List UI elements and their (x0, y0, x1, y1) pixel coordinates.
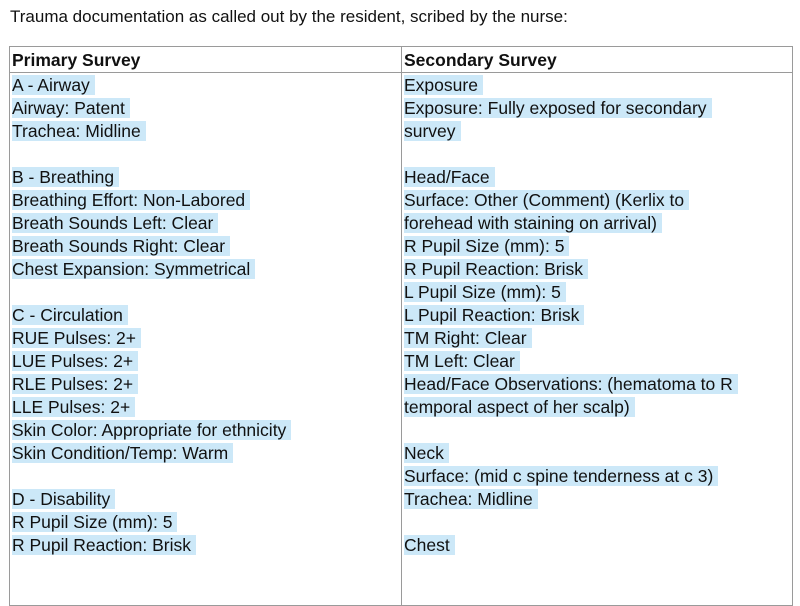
survey-line (12, 327, 401, 350)
survey-line-text: Chest Expansion: Symmetrical (12, 259, 255, 279)
survey-line (404, 74, 792, 97)
survey-line (404, 396, 792, 419)
survey-line (404, 511, 792, 534)
survey-line (12, 120, 401, 143)
survey-line (404, 189, 792, 212)
survey-line-text: TM Right: Clear (404, 328, 532, 348)
survey-line-text: LUE Pulses: 2+ (12, 351, 138, 371)
survey-line (12, 419, 401, 442)
primary-survey-column (10, 47, 402, 605)
survey-line-text: C - Circulation (12, 305, 128, 325)
survey-line-text: R Pupil Size (mm): 5 (404, 236, 569, 256)
secondary-survey-header: Secondary Survey (402, 47, 792, 73)
survey-line-text: Trachea: Midline (404, 489, 538, 509)
survey-line (404, 235, 792, 258)
survey-line (404, 534, 792, 557)
survey-line (404, 166, 792, 189)
survey-line-text: Surface: Other (Comment) (Kerlix to (404, 190, 689, 210)
survey-line (404, 419, 792, 442)
survey-line (404, 488, 792, 511)
survey-line-text: Breathing Effort: Non-Labored (12, 190, 250, 210)
survey-line-text: Surface: (mid c spine tenderness at c 3) (404, 466, 718, 486)
survey-line (12, 304, 401, 327)
survey-line (12, 350, 401, 373)
survey-line-text: R Pupil Reaction: Brisk (12, 535, 196, 555)
survey-line (404, 258, 792, 281)
survey-line-text: L Pupil Reaction: Brisk (404, 305, 584, 325)
survey-line-text: Skin Color: Appropriate for ethnicity (12, 420, 291, 440)
survey-line (404, 212, 792, 235)
survey-line-text: Chest (404, 535, 455, 555)
survey-line-text: R Pupil Size (mm): 5 (12, 512, 177, 532)
survey-line (404, 304, 792, 327)
survey-line-text: Head/Face (404, 167, 495, 187)
survey-line-text: RLE Pulses: 2+ (12, 374, 138, 394)
survey-line-text: B - Breathing (12, 167, 119, 187)
survey-line-text: L Pupil Size (mm): 5 (404, 282, 566, 302)
survey-line (12, 396, 401, 419)
survey-line (12, 281, 401, 304)
survey-line (404, 465, 792, 488)
survey-line (404, 327, 792, 350)
survey-line-text: Breath Sounds Left: Clear (12, 213, 218, 233)
survey-line (404, 120, 792, 143)
survey-line (12, 373, 401, 396)
survey-line (12, 74, 401, 97)
survey-line-text: A - Airway (12, 75, 95, 95)
survey-line (12, 442, 401, 465)
survey-line (12, 465, 401, 488)
survey-line-text: D - Disability (12, 489, 115, 509)
survey-table (9, 46, 793, 606)
survey-line-text: survey (404, 121, 461, 141)
survey-line-text: RUE Pulses: 2+ (12, 328, 141, 348)
survey-line (12, 235, 401, 258)
survey-line (12, 143, 401, 166)
primary-survey-body (10, 73, 401, 557)
survey-line (12, 189, 401, 212)
survey-line-text: R Pupil Reaction: Brisk (404, 259, 588, 279)
survey-line (404, 143, 792, 166)
survey-line-text: Exposure: Fully exposed for secondary (404, 98, 712, 118)
primary-survey-header: Primary Survey (10, 47, 401, 73)
survey-line (12, 534, 401, 557)
survey-line (12, 166, 401, 189)
survey-line (12, 258, 401, 281)
survey-line (12, 212, 401, 235)
survey-line (12, 97, 401, 120)
survey-line-text: temporal aspect of her scalp) (404, 397, 635, 417)
survey-line-text: Head/Face Observations: (hematoma to R (404, 374, 738, 394)
survey-line (12, 511, 401, 534)
secondary-survey-column (402, 47, 792, 605)
survey-line-text: Exposure (404, 75, 483, 95)
survey-line-text: Trachea: Midline (12, 121, 146, 141)
survey-line-text: Neck (404, 443, 449, 463)
survey-line-text: LLE Pulses: 2+ (12, 397, 135, 417)
survey-line (12, 488, 401, 511)
survey-line (404, 97, 792, 120)
survey-line (404, 350, 792, 373)
secondary-survey-body (402, 73, 792, 557)
survey-line-text: Breath Sounds Right: Clear (12, 236, 230, 256)
survey-line (404, 442, 792, 465)
intro-text: Trauma documentation as called out by the resident, scribed by the nurse: (10, 7, 568, 26)
survey-line-text: Skin Condition/Temp: Warm (12, 443, 233, 463)
survey-line-text: Airway: Patent (12, 98, 130, 118)
survey-line-text: TM Left: Clear (404, 351, 520, 371)
survey-line-text: forehead with staining on arrival) (404, 213, 662, 233)
survey-line (404, 281, 792, 304)
survey-line (404, 373, 792, 396)
